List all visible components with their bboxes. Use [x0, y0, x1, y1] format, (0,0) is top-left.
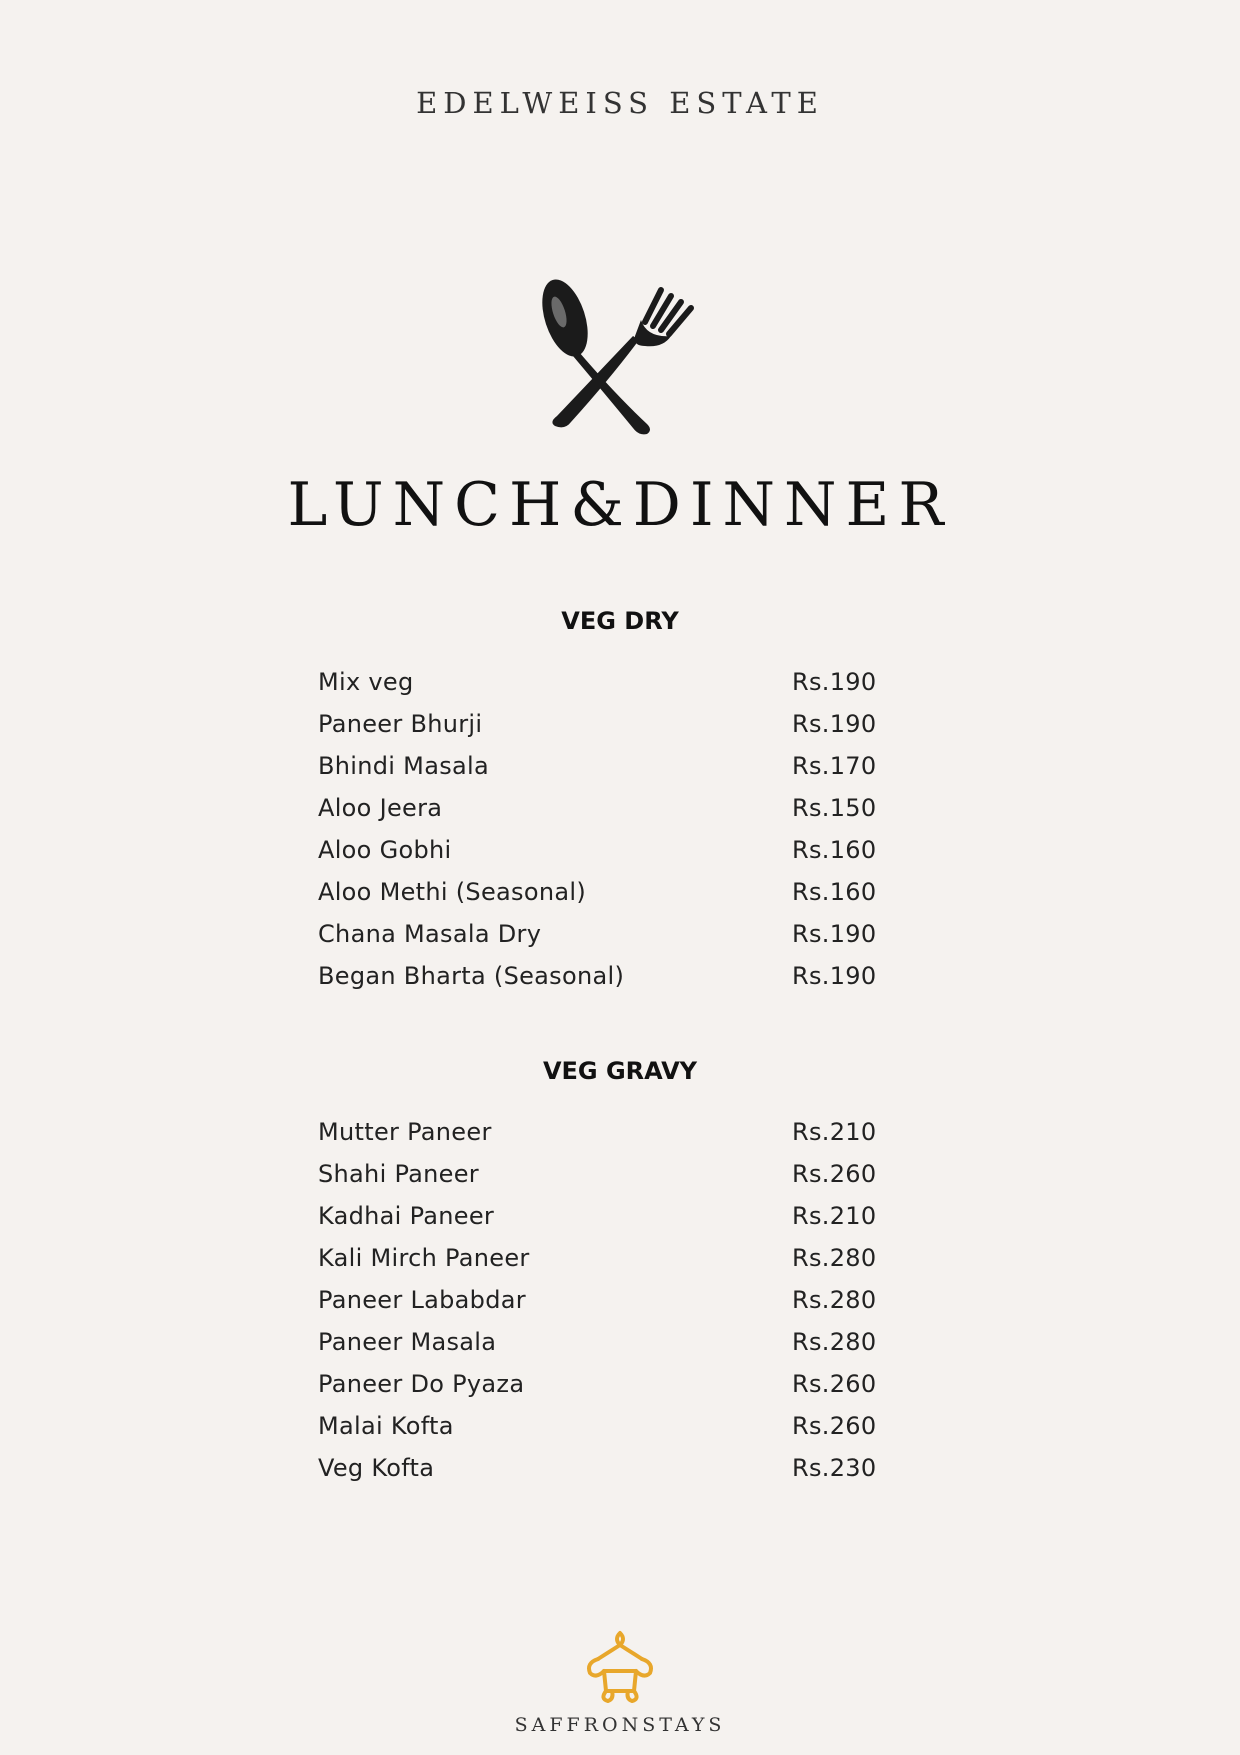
menu-item — [318, 871, 878, 913]
dish-price: Rs.190 — [792, 668, 877, 696]
dish-name: Aloo Jeera — [318, 794, 443, 822]
dish-price: Rs.190 — [792, 920, 877, 948]
dish-name: Shahi Paneer — [318, 1160, 479, 1188]
menu-item — [318, 1237, 878, 1279]
menu-item — [318, 913, 878, 955]
menu-item — [318, 1153, 878, 1195]
dish-price: Rs.150 — [792, 794, 877, 822]
menu-item — [318, 829, 878, 871]
menu-item — [318, 703, 878, 745]
dish-name: Paneer Bhurji — [318, 710, 483, 738]
menu-item — [318, 1279, 878, 1321]
dish-price: Rs.260 — [792, 1160, 877, 1188]
dish-name: Mutter Paneer — [318, 1118, 492, 1146]
dish-price: Rs.160 — [792, 836, 877, 864]
dish-name: Paneer Masala — [318, 1328, 497, 1356]
menu-list-veg-dry — [318, 661, 878, 997]
menu-item — [318, 661, 878, 703]
saffronstays-logo-icon — [578, 1625, 662, 1705]
menu-item — [318, 1321, 878, 1363]
dish-name: Bhindi Masala — [318, 752, 489, 780]
menu-item — [318, 1447, 878, 1489]
dish-name: Chana Masala Dry — [318, 920, 542, 948]
section-heading: VEG GRAVY — [542, 1057, 698, 1085]
dish-price: Rs.190 — [792, 710, 877, 738]
cutlery-icon — [535, 276, 705, 440]
dish-price: Rs.210 — [792, 1202, 877, 1230]
menu-item — [318, 745, 878, 787]
section-heading: VEG DRY — [561, 607, 679, 635]
dish-name: Aloo Gobhi — [318, 836, 452, 864]
dish-name: Aloo Methi (Seasonal) — [318, 878, 586, 906]
menu-item — [318, 1363, 878, 1405]
brand-name: SAFFRONSTAYS — [514, 1714, 726, 1736]
dish-name: Veg Kofta — [318, 1454, 435, 1482]
dish-price: Rs.280 — [792, 1244, 877, 1272]
menu-item — [318, 955, 878, 997]
dish-price: Rs.280 — [792, 1286, 877, 1314]
dish-name: Malai Kofta — [318, 1412, 454, 1440]
dish-name: Began Bharta (Seasonal) — [318, 962, 625, 990]
menu-item — [318, 1111, 878, 1153]
menu-item — [318, 1405, 878, 1447]
dish-name: Paneer Do Pyaza — [318, 1370, 525, 1398]
dish-name: Paneer Lababdar — [318, 1286, 526, 1314]
menu-title: LUNCH&DINNER — [287, 470, 953, 540]
menu-list-veg-gravy — [318, 1111, 878, 1489]
menu-item — [318, 1195, 878, 1237]
dish-price: Rs.210 — [792, 1118, 877, 1146]
dish-price: Rs.160 — [792, 878, 877, 906]
dish-price: Rs.190 — [792, 962, 877, 990]
dish-price: Rs.260 — [792, 1412, 877, 1440]
dish-price: Rs.280 — [792, 1328, 877, 1356]
dish-name: Kali Mirch Paneer — [318, 1244, 530, 1272]
dish-price: Rs.260 — [792, 1370, 877, 1398]
dish-name: Mix veg — [318, 668, 414, 696]
dish-price: Rs.230 — [792, 1454, 877, 1482]
dish-price: Rs.170 — [792, 752, 877, 780]
menu-item — [318, 787, 878, 829]
dish-name: Kadhai Paneer — [318, 1202, 495, 1230]
estate-name: EDELWEISS ESTATE — [416, 86, 824, 120]
